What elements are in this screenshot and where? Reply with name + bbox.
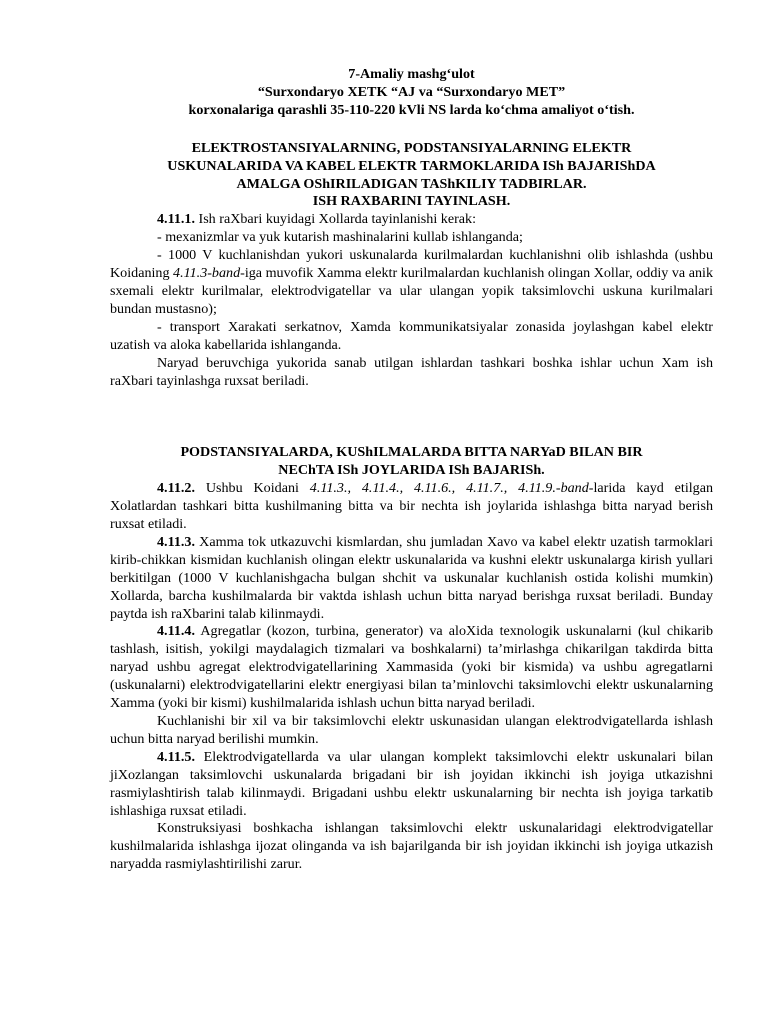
section1-heading-line: AMALGA OShIRILADIGAN TAShKILIY TADBIRLAR. <box>236 175 587 192</box>
clause-number: 4.11.3. <box>157 533 195 550</box>
paragraph-4-11-1 <box>110 211 713 229</box>
section2-heading-line: PODSTANSIYALARDA, KUShILMALARDA BITTA NARYaD BILAN BIR <box>180 444 643 461</box>
list-item: - mexanizmlar va yuk kutarish mashinalarini kullab ishlanganda; <box>157 229 523 246</box>
section1-heading-line: ISH RAXBARINI TAYINLASH. <box>312 193 511 210</box>
document-page <box>110 66 713 874</box>
paragraph-text: Elektrodvigatellarda va ular ulangan komplekt taksimlovchi elektr uskunalari bilan jiXozlangan taksimlovchi uskunalarda brigadani bir ish joyidan ikkinchi ish joyiga utkazishni rasmiylashtirish talab kilinmaydi. Brigadani ushbu elektr uskunalarning bir nechta ish joyiga tarkatib ishlashiga ruxsat etiladi. <box>110 748 713 819</box>
paragraph: Naryad beruvchiga yukorida sanab utilgan ishlardan tashkari boshka ishlar uchun Xam ish raXbari tayinlashga ruxsat beriladi. <box>110 354 713 389</box>
list-item <box>110 247 713 319</box>
section2-heading <box>110 444 713 480</box>
practical-title: 7-Amaliy mashg‘ulot <box>348 66 475 82</box>
clause-number: 4.11.2. <box>157 480 195 497</box>
paragraph-text: Ushbu Koidani <box>194 480 310 497</box>
paragraph: Konstruksiyasi boshkacha ishlangan taksimlovchi elektr uskunalaridagi elektrodvigatellar kushilmalarida ishlashga ijozat olinganda va ish bajarilganda bir ish joyidan ikkinchi ish joyiga utkazish naryadda rasmiylashtirilishi zarur. <box>110 820 713 873</box>
paragraph-4-11-2 <box>110 480 713 534</box>
clause-reference: 4.11.3-band <box>173 265 241 282</box>
paragraph: Kuchlanishi bir xil va bir taksimlovchi elektr uskunasidan ulangan elektrodvigatellarda ishlash uchun bitta naryad berilishi mumkin. <box>110 713 713 747</box>
clause-number: 4.11.4. <box>157 623 195 640</box>
section1-heading-line: USKUNALARIDA VA KABEL ELEKTR TARMOKLARIDA ISh BAJARIShDA <box>167 157 656 174</box>
paragraph-text: -iga muvofik Xamma elektr kurilmalardan kuchlanish olingan Xollar, oddiy va anik sxemali elektr kurilmalar, elektrodvigatellar va ular ulangan yopik taksimlovchi uskuna kurilmalari bundan mustasno); <box>110 265 713 317</box>
paragraph-4-11-4 <box>110 623 713 713</box>
paragraph-text: Ish raXbari kuyidagi Xollarda tayinlanishi kerak: <box>194 211 476 228</box>
paragraph-4-11-5 <box>110 749 713 821</box>
paragraph-text: Xamma tok utkazuvchi kismlardan, shu jumladan Xavo va kabel elektr uzatish tarmoklari kirib-chikkan kismidan kuchlanish olingan elektr uskunalarida va kushni elektr uskunalarga kirish yullari berkitilgan (1000 V kuchlanishgacha bulgan shchit va uskunalar kuchlanish ostida kolishi mumkin) Xollarda, barcha kushilmalarda bir vaktda ishlash uchun bitta naryad berishga ruxsat beriladi. Bunday paytda ish raXbarini talab kilinmaydi. <box>110 533 713 622</box>
section1-heading <box>110 140 713 212</box>
clause-reference: 4.11.3., 4.11.4., 4.11.6., 4.11.7., 4.11.9.-band <box>309 480 589 497</box>
section1-heading-line: ELEKTROSTANSIYALARNING, PODSTANSIYALARNING ELEKTR <box>191 139 632 156</box>
paragraph-4-11-3 <box>110 534 713 624</box>
paragraph-text: Agregatlar (kozon, turbina, generator) va aloXida texnologik uskunalarni (kul chikarib tashlash, isitish, yokilgi maydalagich tizmalari va boshkalarni) ta’mirlashga chikarilgan takdirda bitta naryad ushbu agregat elektrodvigatellarining Xammasida (yoki bir kismida) va ushbu agregatlarni (uskunalarni) elektrodvigatellarini elektr energiyasi bilan ta’minlovchi taksimlovchi elektr uskunalarning Xamma (yoki bir kismi) kushilmalarida ishlash uchun bitta naryad beriladi. <box>110 623 713 712</box>
spacer <box>110 390 713 444</box>
section2-heading-line: NEChTA ISh JOYLARIDA ISh BAJARISh. <box>278 462 545 479</box>
practical-subtitle: “Surxondaryo XETK “AJ va “Surxondaryo MET” <box>257 83 566 100</box>
clause-number: 4.11.5. <box>157 748 195 765</box>
paragraph-text: - 1000 V kuchlanishdan yukori uskunalarda kurilmalardan kuchlanishni olib ishlashda (ushbu Koidaning <box>110 247 713 282</box>
list-item: - transport Xarakati serkatnov, Xamda kommunikatsiyalar zonasida joylashgan kabel elektr uzatish va aloka kabellarida ishlanganda. <box>110 318 713 353</box>
practical-description: korxonalariga qarashli 35-110-220 kVli NS larda ko‘chma amaliyot o‘tish. <box>188 101 635 118</box>
paragraph-text: -larida kayd etilgan Xolatlardan tashkari bitta kushilmaning bitta va bir nechta ish joylarida ishlashga bitta naryad berish ruxsat etiladi. <box>110 480 714 533</box>
clause-number: 4.11.1. <box>157 211 195 228</box>
